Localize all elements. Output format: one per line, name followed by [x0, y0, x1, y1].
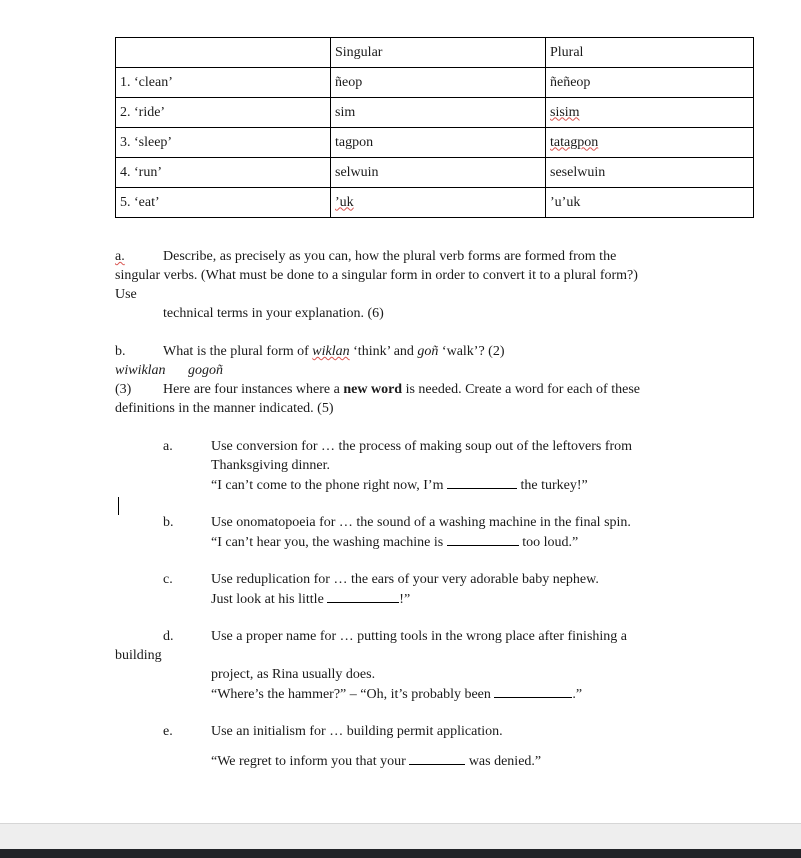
question-3-line1 — [163, 382, 640, 398]
table-cell-singular: tagpon — [331, 128, 546, 158]
item-e-quote — [211, 753, 541, 770]
table-header-singular: Singular — [331, 38, 546, 68]
item-e-label: e. — [163, 724, 173, 739]
item-b-line1: Use onomatopoeia for … the sound of a washing machine in the final spin. — [211, 515, 631, 530]
word-gon: goñ — [417, 344, 439, 359]
question-a-label: a. — [115, 249, 125, 264]
answer-blank[interactable] — [447, 534, 519, 546]
item-d-quote-post: .” — [572, 687, 583, 702]
item-e-quote-post: was denied.” — [468, 754, 542, 769]
question-3-line2: definitions in the manner indicated. (5) — [115, 401, 334, 416]
item-d-wrap: building — [115, 648, 162, 663]
answer-blank[interactable] — [327, 591, 399, 603]
table-header-plural: Plural — [546, 38, 754, 68]
question-3-text1: Here are four instances where a — [163, 382, 344, 397]
question-3-text2: is needed. Create a word for each of these — [402, 382, 640, 397]
item-c-quote-post: !” — [399, 592, 411, 607]
table-cell-gloss: 3. ‘sleep’ — [116, 128, 331, 158]
table-cell-plural: seselwuin — [546, 158, 754, 188]
question-b-text — [163, 344, 505, 360]
table-row — [116, 68, 754, 98]
item-c-label: c. — [163, 572, 173, 587]
item-a-label: a. — [163, 439, 173, 454]
verb-table — [115, 37, 754, 218]
question-a-line3: Use — [115, 287, 137, 302]
item-d-line2: project, as Rina usually does. — [211, 667, 376, 682]
table-row — [116, 188, 754, 218]
table-cell-gloss: 2. ‘ride’ — [116, 98, 331, 128]
item-d-quote-pre: “Where’s the hammer?” – “Oh, it’s probably been — [211, 687, 491, 702]
item-b-quote — [211, 534, 578, 551]
table-row — [116, 98, 754, 128]
item-a-line1: Use conversion for … the process of making soup out of the leftovers from — [211, 439, 633, 454]
answer-blank[interactable] — [494, 686, 572, 698]
table-row — [116, 158, 754, 188]
table-cell — [116, 38, 331, 68]
table-cell-gloss: 5. ‘eat’ — [116, 188, 331, 218]
item-a-quote-pre: “I can’t come to the phone right now, I’m — [211, 478, 444, 493]
table-cell-singular: sim — [331, 98, 546, 128]
item-c-quote — [211, 591, 410, 608]
item-b-quote-pre: “I can’t hear you, the washing machine is — [211, 535, 444, 550]
table-cell-plural — [546, 128, 754, 158]
question-3-label: (3) — [115, 382, 132, 397]
question-b-text1: What is the plural form of — [163, 344, 313, 359]
spellcheck-word[interactable]: sisim — [550, 104, 580, 120]
table-header-row — [116, 38, 754, 68]
table-row — [116, 128, 754, 158]
question-b-answer2: gogoñ — [188, 363, 223, 378]
status-bar — [0, 823, 801, 850]
answer-blank[interactable] — [409, 753, 465, 765]
word-wiklan: wiklan — [312, 344, 350, 359]
table-cell-plural: ’u’uk — [546, 188, 754, 218]
question-b-answer1: wiwiklan — [115, 363, 166, 378]
item-c-quote-pre: Just look at his little — [211, 592, 324, 607]
taskbar — [0, 849, 801, 858]
item-d-label: d. — [163, 629, 174, 644]
table-cell-singular: ñeop — [331, 68, 546, 98]
item-a-quote — [211, 477, 588, 494]
question-b-label: b. — [115, 344, 126, 359]
table-cell-singular: selwuin — [331, 158, 546, 188]
item-b-label: b. — [163, 515, 174, 530]
question-a-line1: Describe, as precisely as you can, how the plural verb forms are formed from the — [163, 249, 617, 264]
item-a-line2: Thanksgiving dinner. — [211, 458, 330, 473]
table-cell-gloss: 1. ‘clean’ — [116, 68, 331, 98]
table-cell-singular — [331, 188, 546, 218]
item-e-quote-pre: “We regret to inform you that your — [211, 754, 406, 769]
answer-blank[interactable] — [447, 477, 517, 489]
question-b-text3: ‘walk’? (2) — [438, 344, 505, 359]
question-3-bold: new word — [343, 382, 403, 397]
item-c-line1: Use reduplication for … the ears of your very adorable baby nephew. — [211, 572, 599, 587]
question-a-line2: singular verbs. (What must be done to a singular form in order to convert it to a plural form?) — [115, 268, 638, 283]
table-cell-gloss: 4. ‘run’ — [116, 158, 331, 188]
item-b-quote-post: too loud.” — [522, 535, 579, 550]
table-cell-plural: ñeñeop — [546, 68, 754, 98]
spellcheck-word[interactable]: ’uk — [335, 194, 354, 210]
question-a-line4: technical terms in your explanation. (6) — [163, 306, 384, 321]
item-a-quote-post: the turkey!” — [520, 478, 588, 493]
item-d-quote — [211, 686, 582, 703]
item-e-line1: Use an initialism for … building permit application. — [211, 724, 503, 739]
question-b-text2: ‘think’ and — [349, 344, 418, 359]
table-cell-plural — [546, 98, 754, 128]
item-d-line1: Use a proper name for … putting tools in the wrong place after finishing a — [211, 629, 627, 644]
text-cursor — [118, 497, 119, 515]
spellcheck-word[interactable]: tatagpon — [550, 134, 599, 150]
